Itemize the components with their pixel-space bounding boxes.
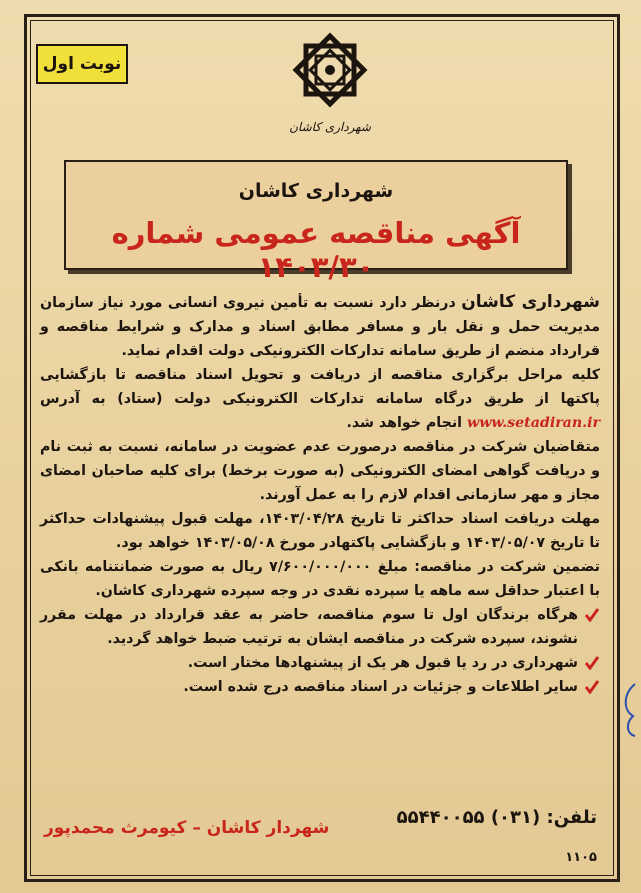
process-text: کلیه مراحل برگزاری مناقصه از دریافت و تحویل اسناد مناقصه تا بازگشایی پاکتها از طریق درگاه سامانه تدارکات الکترونیکی دولت (ستاد) به آدرس: [40, 367, 600, 407]
bullet-text: سایر اطلاعات و جزئیات در اسناد مناقصه درج شده است.: [183, 679, 578, 695]
edge-scribble-icon: [621, 680, 639, 740]
ad-code: ۱۱۰۵: [565, 850, 597, 865]
notice-header-box: [64, 160, 568, 284]
check-icon: [584, 679, 600, 695]
phone-line: [397, 807, 597, 828]
applicants-paragraph: متقاضیان شرکت در مناقصه درصورت عدم عضویت در سامانه، نسبت به ثبت نام و دریافت گواهی امضای الکترونیکی (به صورت برخط) برای کلیه صاحبان امضای مجاز و مهر سازمانی اقدام لازم را به عمل آورند.: [40, 439, 600, 503]
intro-lead: شهرداری کاشان: [461, 292, 601, 312]
phone-number: (۰۳۱) ۵۵۴۴۰۰۵۵: [396, 807, 541, 828]
process-paragraph: [40, 363, 600, 435]
bullet-item: [40, 675, 600, 699]
first-run-badge: [36, 44, 128, 84]
notice-title: آگهی مناقصه عمومی شماره ۱۴۰۳/۳۰: [111, 216, 521, 284]
check-icon: [584, 607, 600, 623]
bullet-text: هرگاه برندگان اول تا سوم مناقصه، حاضر به عقد قرارداد در مهلت مقرر نشوند، سپرده شرکت در مناقصه ایشان به ترتیب ضبط خواهد گردید.: [40, 607, 578, 647]
intro-rest: درنظر دارد نسبت به تأمین نیروی انسانی مورد نیاز سازمان مدیریت حمل و نقل بار و مسافر مطابق اسناد و مدارک و شرایط مناقصه و قرارداد منضم از طریق سامانه تدارکات الکترونیکی دولت اقدام نماید.: [40, 295, 600, 359]
bullet-text: شهرداری در رد یا قبول هر یک از پیشنهادها مختار است.: [187, 655, 578, 671]
deadline-paragraph: مهلت دریافت اسناد حداکثر تا تاریخ ۱۴۰۳/۰۴/۲۸، مهلت قبول پیشنهادات حداکثر تا تاریخ ۱۴۰۳/۰۵/۰۷ و بازگشایی پاکتهادر مورخ ۱۴۰۳/۰۵/۰۸ خواهد بود.: [40, 511, 600, 551]
check-icon: [584, 655, 600, 671]
bullet-item: [40, 603, 600, 651]
guarantee-paragraph: تضمین شرکت در مناقصه: مبلغ ۷/۶۰۰/۰۰۰/۰۰۰ ریال به صورت ضمانتنامه بانکی با اعتبار حداقل سه ماهه یا سپرده نقدی در وجه سپرده شهرداری کاشان.: [40, 559, 600, 599]
process-end: انجام خواهد شد.: [346, 415, 463, 431]
notice-body: [40, 290, 600, 699]
badge-label: نوبت اول: [42, 54, 122, 74]
phone-label: تلفن:: [546, 807, 597, 828]
intro-paragraph: [40, 290, 600, 363]
organization-title: شهرداری کاشان: [238, 180, 394, 202]
logo-caption: شهرداری کاشان: [289, 120, 371, 134]
mayor-signature: شهردار کاشان – کیومرث محمدپور: [44, 818, 330, 838]
bullet-item: [40, 651, 600, 675]
setad-link[interactable]: www.setadiran.ir: [466, 415, 600, 431]
